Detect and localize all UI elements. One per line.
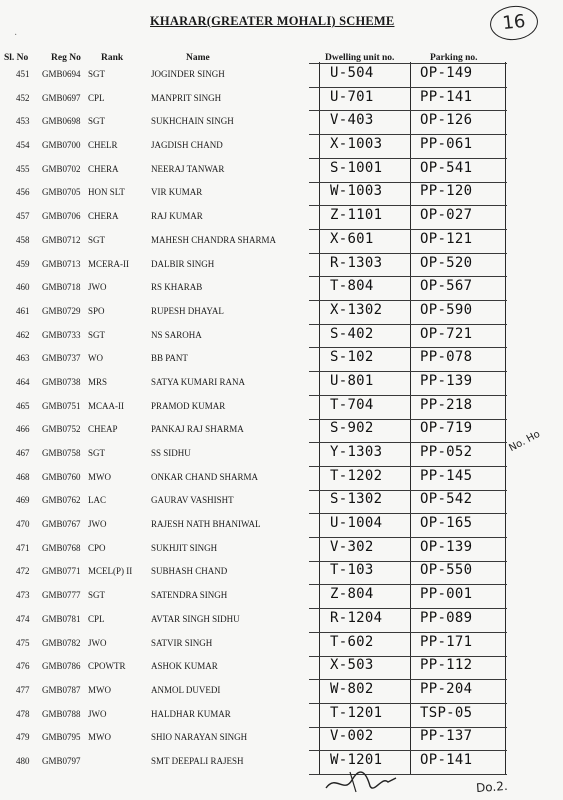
name-cell: JAGDISH CHAND bbox=[151, 140, 223, 151]
dwelling-unit-cell: V-302 bbox=[330, 538, 374, 555]
rank-cell: CHERA bbox=[88, 163, 119, 174]
dwelling-unit-cell: T-704 bbox=[330, 396, 374, 413]
dwelling-unit-cell: R-1303 bbox=[330, 254, 383, 271]
rank-cell: JWO bbox=[88, 637, 107, 648]
name-cell: GAURAV VASHISHT bbox=[151, 495, 234, 506]
rank-cell: SGT bbox=[88, 590, 106, 601]
rank-cell: MWO bbox=[88, 732, 111, 743]
name-cell: SS SIDHU bbox=[151, 448, 191, 458]
reg-no-cell: GMB0758 bbox=[42, 448, 81, 458]
table-row bbox=[0, 489, 563, 513]
sl-no-cell: 452 bbox=[16, 92, 30, 103]
sl-no-cell: 479 bbox=[16, 732, 30, 743]
name-cell: NS SAROHA bbox=[151, 329, 202, 340]
dwelling-unit-cell: X-503 bbox=[330, 657, 374, 674]
parking-cell: OP-141 bbox=[420, 751, 473, 768]
name-cell: SHIO NARAYAN SINGH bbox=[151, 732, 248, 743]
table-row bbox=[0, 726, 563, 750]
parking-cell: OP-721 bbox=[420, 325, 473, 342]
dwelling-unit-cell: T-103 bbox=[330, 562, 374, 579]
name-cell: SUKHCHAIN SINGH bbox=[151, 116, 234, 127]
rank-cell: SGT bbox=[88, 69, 106, 79]
table-row bbox=[0, 276, 563, 300]
table-row bbox=[0, 513, 563, 537]
name-cell: SUBHASH CHAND bbox=[151, 566, 228, 577]
parking-cell: OP-541 bbox=[420, 159, 473, 176]
reg-no-cell: GMB0694 bbox=[42, 69, 81, 79]
sl-no-cell: 471 bbox=[16, 542, 30, 553]
parking-cell: PP-001 bbox=[420, 586, 473, 603]
parking-cell: PP-052 bbox=[420, 444, 473, 460]
parking-cell: OP-719 bbox=[420, 420, 473, 437]
reg-no-cell: GMB0797 bbox=[42, 755, 81, 766]
rank-cell: WO bbox=[88, 353, 103, 364]
rank-cell: JWO bbox=[88, 282, 107, 293]
reg-no-cell: GMB0702 bbox=[42, 163, 81, 174]
bottom-handwritten-note: Do.2. bbox=[475, 778, 509, 796]
dwelling-unit-cell: S-402 bbox=[330, 325, 374, 342]
reg-no-cell: GMB0718 bbox=[42, 282, 81, 293]
sl-no-cell: 457 bbox=[16, 211, 30, 222]
dwelling-unit-cell: Y-1303 bbox=[330, 444, 383, 460]
reg-no-cell: GMB0713 bbox=[42, 258, 81, 269]
column-header-sl-no: Sl. No bbox=[4, 53, 29, 63]
parking-cell: OP-550 bbox=[420, 562, 473, 579]
margin-note: No. Ho bbox=[507, 428, 543, 455]
table-row bbox=[0, 679, 563, 703]
table-row bbox=[0, 253, 563, 277]
name-cell: DALBIR SINGH bbox=[151, 258, 215, 269]
parking-cell: OP-027 bbox=[420, 207, 473, 224]
dwelling-unit-cell: T-1201 bbox=[330, 704, 383, 721]
sl-no-cell: 470 bbox=[16, 519, 30, 530]
parking-cell: OP-567 bbox=[420, 278, 473, 295]
reg-no-cell: GMB0737 bbox=[42, 353, 81, 364]
dwelling-unit-cell: T-804 bbox=[330, 278, 374, 295]
table-row bbox=[0, 371, 563, 395]
parking-cell: PP-112 bbox=[420, 657, 473, 674]
name-cell: JOGINDER SINGH bbox=[151, 69, 225, 79]
table-row bbox=[0, 537, 563, 561]
rank-cell: JWO bbox=[88, 519, 107, 530]
name-cell: NEERAJ TANWAR bbox=[151, 163, 225, 174]
table-row bbox=[0, 584, 563, 608]
parking-cell: PP-137 bbox=[420, 728, 473, 745]
table-row bbox=[0, 418, 563, 442]
reg-no-cell: GMB0771 bbox=[42, 566, 81, 577]
reg-no-cell: GMB0733 bbox=[42, 329, 81, 340]
sl-no-cell: 465 bbox=[16, 400, 30, 411]
sl-no-cell: 468 bbox=[16, 471, 30, 482]
sl-no-cell: 476 bbox=[16, 661, 30, 672]
table-row bbox=[0, 655, 563, 679]
reg-no-cell: GMB0751 bbox=[42, 400, 81, 411]
reg-no-cell: GMB0752 bbox=[42, 424, 81, 435]
dwelling-unit-cell: X-1302 bbox=[330, 301, 383, 318]
table-row bbox=[0, 442, 563, 466]
rank-cell: CHELR bbox=[88, 140, 118, 151]
sl-no-cell: 453 bbox=[16, 116, 30, 127]
name-cell: MAHESH CHANDRA SHARMA bbox=[151, 234, 277, 245]
reg-no-cell: GMB0768 bbox=[42, 542, 81, 553]
sl-no-cell: 480 bbox=[16, 755, 30, 766]
column-header-reg-no: Reg No bbox=[51, 53, 81, 63]
parking-cell: PP-218 bbox=[420, 396, 473, 413]
name-cell: SUKHJIT SINGH bbox=[151, 542, 218, 553]
parking-cell: PP-061 bbox=[420, 136, 473, 153]
dwelling-unit-cell: S-1302 bbox=[330, 491, 383, 508]
sl-no-cell: 454 bbox=[16, 140, 30, 151]
parking-cell: OP-121 bbox=[420, 230, 473, 247]
parking-cell: PP-120 bbox=[420, 183, 473, 200]
name-cell: MANPRIT SINGH bbox=[151, 92, 222, 103]
table-row bbox=[0, 158, 563, 182]
reg-no-cell: GMB0706 bbox=[42, 211, 81, 222]
rank-cell: CPOWTR bbox=[88, 661, 126, 672]
name-cell: AVTAR SINGH SIDHU bbox=[151, 613, 240, 624]
sl-no-cell: 462 bbox=[16, 329, 30, 340]
name-cell: SMT DEEPALI RAJESH bbox=[151, 755, 244, 766]
sl-no-cell: 469 bbox=[16, 495, 30, 506]
sl-no-cell: 464 bbox=[16, 376, 30, 387]
name-cell: SATVIR SINGH bbox=[151, 637, 213, 648]
column-header-rank: Rank bbox=[101, 53, 124, 63]
name-cell: RS KHARAB bbox=[151, 282, 203, 293]
table-row bbox=[0, 110, 563, 134]
reg-no-cell: GMB0760 bbox=[42, 471, 81, 482]
name-cell: BB PANT bbox=[151, 353, 188, 364]
dwelling-unit-cell: U-504 bbox=[330, 65, 374, 81]
sl-no-cell: 458 bbox=[16, 234, 30, 245]
dwelling-unit-cell: W-1201 bbox=[330, 751, 383, 768]
table-row bbox=[0, 560, 563, 584]
name-cell: RAJ KUMAR bbox=[151, 211, 203, 222]
dwelling-unit-cell: W-1003 bbox=[330, 183, 383, 200]
sl-no-cell: 478 bbox=[16, 708, 30, 719]
rank-cell: SGT bbox=[88, 448, 106, 458]
sl-no-cell: 455 bbox=[16, 163, 30, 174]
reg-no-cell: GMB0788 bbox=[42, 708, 81, 719]
table-row bbox=[0, 134, 563, 158]
reg-no-cell: GMB0787 bbox=[42, 684, 81, 695]
sl-no-cell: 466 bbox=[16, 424, 30, 435]
table-row bbox=[0, 750, 563, 774]
dwelling-unit-cell: W-802 bbox=[330, 680, 374, 697]
name-cell: SATYA KUMARI RANA bbox=[151, 376, 246, 387]
dwelling-unit-cell: V-403 bbox=[330, 112, 374, 129]
table-row bbox=[0, 63, 563, 87]
dwelling-unit-cell: S-102 bbox=[330, 349, 374, 366]
reg-no-cell: GMB0738 bbox=[42, 376, 81, 387]
rank-cell: CHEAP bbox=[88, 424, 118, 435]
rank-cell: SGT bbox=[88, 329, 106, 340]
rank-cell: MCERA-II bbox=[88, 258, 129, 269]
sl-no-cell: 474 bbox=[16, 613, 30, 624]
sl-no-cell: 467 bbox=[16, 448, 30, 458]
name-cell: RUPESH DHAYAL bbox=[151, 305, 224, 316]
parking-cell: PP-141 bbox=[420, 88, 473, 105]
dwelling-unit-cell: U-701 bbox=[330, 88, 374, 105]
name-cell: RAJESH NATH BHANIWAL bbox=[151, 519, 261, 530]
sl-no-cell: 461 bbox=[16, 305, 30, 316]
dwelling-unit-cell: U-1004 bbox=[330, 515, 383, 532]
sl-no-cell: 463 bbox=[16, 353, 30, 364]
rank-cell: CPL bbox=[88, 92, 105, 103]
rank-cell: SGT bbox=[88, 116, 106, 127]
reg-no-cell: GMB0762 bbox=[42, 495, 81, 506]
table-row bbox=[0, 300, 563, 324]
parking-cell: PP-089 bbox=[420, 609, 473, 626]
column-header-name: Name bbox=[186, 53, 210, 63]
parking-cell: OP-165 bbox=[420, 515, 473, 532]
rank-cell: MCEL(P) II bbox=[88, 566, 133, 577]
parking-cell: PP-145 bbox=[420, 467, 473, 484]
document-title: KHARAR(GREATER MOHALI) SCHEME bbox=[150, 14, 395, 28]
reg-no-cell: GMB0767 bbox=[42, 519, 81, 530]
rank-cell: MRS bbox=[88, 376, 108, 387]
dwelling-unit-cell: U-801 bbox=[330, 372, 374, 389]
sl-no-cell: 460 bbox=[16, 282, 30, 293]
column-header-dwelling-unit: Dwelling unit no. bbox=[325, 53, 395, 63]
rank-cell: CPO bbox=[88, 542, 106, 553]
sl-no-cell: 451 bbox=[16, 69, 30, 79]
name-cell: ONKAR CHAND SHARMA bbox=[151, 471, 259, 482]
sl-no-cell: 473 bbox=[16, 590, 30, 601]
reg-no-cell: GMB0795 bbox=[42, 732, 81, 743]
rank-cell: LAC bbox=[88, 495, 106, 506]
reg-no-cell: GMB0697 bbox=[42, 92, 81, 103]
rank-cell: JWO bbox=[88, 708, 107, 719]
dwelling-unit-cell: S-902 bbox=[330, 420, 374, 437]
table-row bbox=[0, 87, 563, 111]
reg-no-cell: GMB0729 bbox=[42, 305, 81, 316]
scan-speck: · bbox=[14, 30, 18, 41]
sl-no-cell: 472 bbox=[16, 566, 30, 577]
signature-scribble bbox=[322, 768, 412, 796]
dwelling-unit-cell: T-602 bbox=[330, 633, 374, 650]
name-cell: HALDHAR KUMAR bbox=[151, 708, 231, 719]
table-row bbox=[0, 347, 563, 371]
rank-cell: SPO bbox=[88, 305, 105, 316]
reg-no-cell: GMB0786 bbox=[42, 661, 81, 672]
dwelling-unit-cell: R-1204 bbox=[330, 609, 383, 626]
table-row bbox=[0, 703, 563, 727]
dwelling-unit-cell: Z-804 bbox=[330, 586, 374, 603]
rank-cell: CPL bbox=[88, 613, 105, 624]
sl-no-cell: 459 bbox=[16, 258, 30, 269]
table-row bbox=[0, 632, 563, 656]
rank-cell: MWO bbox=[88, 471, 111, 482]
rank-cell: MCAA-II bbox=[88, 400, 124, 411]
table-row bbox=[0, 395, 563, 419]
parking-cell: OP-149 bbox=[420, 65, 473, 81]
dwelling-unit-cell: S-1001 bbox=[330, 159, 383, 176]
table-row bbox=[0, 324, 563, 348]
parking-cell: OP-126 bbox=[420, 112, 473, 129]
sl-no-cell: 475 bbox=[16, 637, 30, 648]
reg-no-cell: GMB0781 bbox=[42, 613, 81, 624]
reg-no-cell: GMB0700 bbox=[42, 140, 81, 151]
dwelling-unit-cell: X-601 bbox=[330, 230, 374, 247]
reg-no-cell: GMB0698 bbox=[42, 116, 81, 127]
allotment-table bbox=[0, 63, 563, 774]
name-cell: SATENDRA SINGH bbox=[151, 590, 228, 601]
rank-cell: SGT bbox=[88, 234, 106, 245]
parking-cell: PP-078 bbox=[420, 349, 473, 366]
name-cell: VIR KUMAR bbox=[151, 187, 203, 198]
rank-cell: HON SLT bbox=[88, 187, 125, 198]
dwelling-unit-cell: X-1003 bbox=[330, 136, 383, 153]
rank-cell: CHERA bbox=[88, 211, 119, 222]
parking-cell: TSP-05 bbox=[420, 704, 473, 721]
reg-no-cell: GMB0712 bbox=[42, 234, 81, 245]
name-cell: ASHOK KUMAR bbox=[151, 661, 218, 672]
parking-cell: PP-171 bbox=[420, 633, 473, 650]
table-row bbox=[0, 466, 563, 490]
dwelling-unit-cell: Z-1101 bbox=[330, 207, 383, 224]
parking-cell: OP-139 bbox=[420, 538, 473, 555]
name-cell: PRAMOD KUMAR bbox=[151, 400, 226, 411]
reg-no-cell: GMB0705 bbox=[42, 187, 81, 198]
rank-cell: MWO bbox=[88, 684, 111, 695]
table-row bbox=[0, 205, 563, 229]
name-cell: ANMOL DUVEDI bbox=[151, 684, 221, 695]
sl-no-cell: 456 bbox=[16, 187, 30, 198]
parking-cell: OP-542 bbox=[420, 491, 473, 508]
parking-cell: PP-204 bbox=[420, 680, 473, 697]
parking-cell: OP-520 bbox=[420, 254, 473, 271]
reg-no-cell: GMB0782 bbox=[42, 637, 81, 648]
parking-cell: PP-139 bbox=[420, 372, 473, 389]
dwelling-unit-cell: V-002 bbox=[330, 728, 374, 745]
column-header-parking: Parking no. bbox=[430, 53, 478, 63]
name-cell: PANKAJ RAJ SHARMA bbox=[151, 424, 244, 435]
page-number-circled: 16 bbox=[488, 4, 539, 43]
table-row bbox=[0, 181, 563, 205]
table-row bbox=[0, 608, 563, 632]
parking-cell: OP-590 bbox=[420, 301, 473, 318]
sl-no-cell: 477 bbox=[16, 684, 30, 695]
dwelling-unit-cell: T-1202 bbox=[330, 467, 383, 484]
reg-no-cell: GMB0777 bbox=[42, 590, 81, 601]
table-row bbox=[0, 229, 563, 253]
